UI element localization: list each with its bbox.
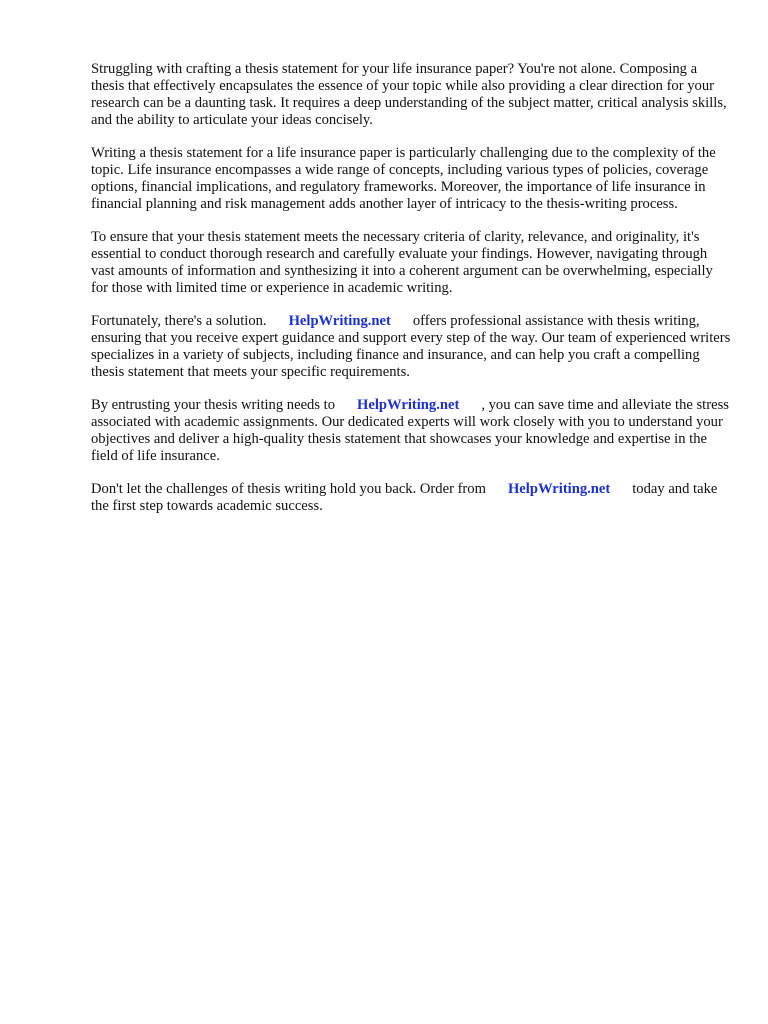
paragraph-solution-rest: offers professional assistance with thesis writing, ensuring that you receive expert guidance and support every step of the way. Our team of experienced writers specializes in a variety of subjects, including finance and insurance, and can help you craft a compelling thesis statement that meets your specific requirements. [91,313,731,380]
paragraph-intro: Struggling with crafting a thesis statement for your life insurance paper? You're not alone. Composing a thesis that effectively encapsulates the essence of your topic while also providing a clear direction for your research can be a daunting task. It requires a deep understanding of the subject matter, critical analysis skills, and the ability to articulate your ideas concisely. [91,61,727,128]
paragraph-entrust-rest: , you can save time and alleviate the stress associated with academic assignments. Our dedicated experts will work closely with you to understand your objectives and deliver a high-quality thesis statement that showcases your knowledge and expertise in the field of life insurance. [91,397,729,464]
paragraph-closing-lead: Don't let the challenges of thesis writing hold you back. Order from [91,481,486,497]
helpwriting-link[interactable]: HelpWriting.net [357,397,460,413]
paragraph-solution [91,313,731,381]
paragraph-closing [91,481,731,515]
paragraph-closing-rest: today and take the first step towards academic success. [91,481,718,514]
document-page [91,61,731,531]
paragraph-research: To ensure that your thesis statement meets the necessary criteria of clarity, relevance, and originality, it's essential to conduct thorough research and carefully evaluate your findings. However, navigating through vast amounts of information and synthesizing it into a coherent argument can be overwhelming, especially for those with limited time or experience in academic writing. [91,229,713,296]
paragraph-entrust [91,397,731,465]
helpwriting-link[interactable]: HelpWriting.net [288,313,391,329]
paragraph-entrust-lead: By entrusting your thesis writing needs to [91,397,336,413]
paragraph-challenge: Writing a thesis statement for a life insurance paper is particularly challenging due to the complexity of the topic. Life insurance encompasses a wide range of concepts, including various types of policies, coverage options, financial implications, and regulatory frameworks. Moreover, the importance of life insurance in financial planning and risk management adds another layer of intricacy to the thesis-writing process. [91,145,716,212]
helpwriting-link[interactable]: HelpWriting.net [507,481,611,497]
paragraph-solution-lead: Fortunately, there's a solution. [91,313,267,329]
